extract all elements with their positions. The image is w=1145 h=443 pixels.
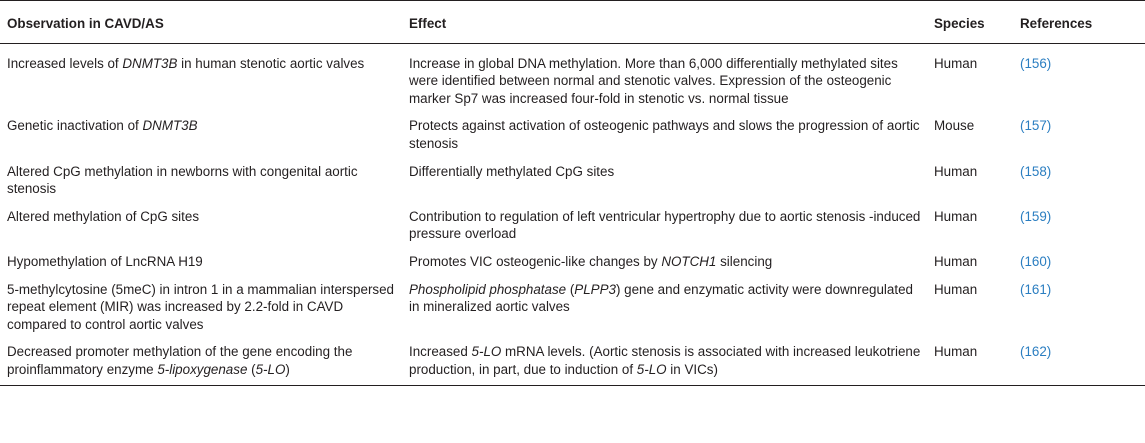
text-segment: Decreased promoter methylation of the gene encoding the proinflammatory enzyme [7,344,353,377]
italic-text-segment: 5-LO [471,344,502,360]
table-row [0,157,1145,202]
effect-cell [402,202,927,247]
species-cell: Human [927,202,1013,247]
effect-cell [402,275,927,338]
effect-cell [402,338,927,385]
text-segment: Altered methylation of CpG sites [7,208,200,224]
observation-cell [0,157,402,202]
observation-cell [0,247,402,275]
species-cell: Human [927,275,1013,338]
italic-text-segment: 5-lipoxygenase [157,361,248,377]
text-segment: Genetic inactivation of [7,118,143,134]
italic-text-segment: 5-LO [255,361,286,377]
observation-cell [0,43,402,112]
observation-cell [0,202,402,247]
table-row [0,275,1145,338]
text-segment: ( [247,361,256,377]
text-segment: ) gene and enzymatic activity were downregulated in mineralized aortic valves [409,281,913,315]
text-segment: Increased [409,344,472,360]
observation-cell [0,112,402,157]
text-segment: mRNA levels. (Aortic stenosis is associated with increased leukotriene production, in part, due to induction of [409,344,921,377]
species-cell: Human [927,157,1013,202]
effect-cell [402,247,927,275]
reference-link[interactable]: (162) [1013,338,1145,385]
text-segment: ( [566,281,575,297]
italic-text-segment: PLPP3 [574,281,616,297]
species-cell: Human [927,338,1013,385]
table-row [0,112,1145,157]
table-row [0,338,1145,385]
text-segment: in human stenotic aortic valves [177,55,365,71]
text-segment: Promotes VIC osteogenic-like changes by [409,253,662,269]
text-segment: Hypomethylation of LncRNA H19 [7,253,203,269]
text-segment: in VICs) [666,361,718,377]
header-species: Species [927,1,1013,44]
species-cell: Mouse [927,112,1013,157]
reference-link[interactable]: (157) [1013,112,1145,157]
text-segment: Contribution to regulation of left ventricular hypertrophy due to aortic stenosis -induced pressure overload [409,208,921,242]
header-effect: Effect [402,1,927,44]
species-cell: Human [927,247,1013,275]
observation-cell [0,275,402,338]
reference-link[interactable]: (160) [1013,247,1145,275]
observation-cell [0,338,402,385]
table-header [0,1,1145,44]
italic-text-segment: DNMT3B [122,55,178,71]
italic-text-segment: Phospholipid phosphatase [409,281,567,297]
text-segment: Increased levels of [7,55,123,71]
table-body [0,43,1145,385]
italic-text-segment: DNMT3B [142,118,198,134]
text-segment: ) [285,361,290,377]
effect-cell [402,112,927,157]
table-row [0,247,1145,275]
header-references: References [1013,1,1145,44]
reference-link[interactable]: (161) [1013,275,1145,338]
text-segment: Increase in global DNA methylation. More than 6,000 differentially methylated sites were identified between normal and stenotic valves. Expression of the osteogenic marker Sp7 was increased four-fold in stenotic vs. normal tissue [409,55,898,106]
italic-text-segment: NOTCH1 [661,253,717,269]
reference-link[interactable]: (156) [1020,55,1052,71]
text-segment: Differentially methylated CpG sites [409,163,615,179]
species-cell: Human [934,55,978,71]
italic-text-segment: 5-LO [636,361,667,377]
table-row [0,202,1145,247]
effect-cell [402,43,927,112]
text-segment: Altered CpG methylation in newborns with congenital aortic stenosis [7,163,358,197]
reference-link[interactable]: (158) [1013,157,1145,202]
text-segment: 5-methylcytosine (5meC) in intron 1 in a mammalian interspersed repeat element (MIR) was increased by 2.2-fold in CAVD compared to control aortic valves [7,281,394,332]
header-row [0,1,1145,44]
reference-link[interactable]: (159) [1013,202,1145,247]
text-segment: Protects against activation of osteogenic pathways and slows the progression of aortic stenosis [409,118,920,151]
header-observation: Observation in CAVD/AS [0,1,402,44]
table-row [0,43,1145,112]
effect-cell [402,157,927,202]
text-segment: silencing [716,253,773,269]
